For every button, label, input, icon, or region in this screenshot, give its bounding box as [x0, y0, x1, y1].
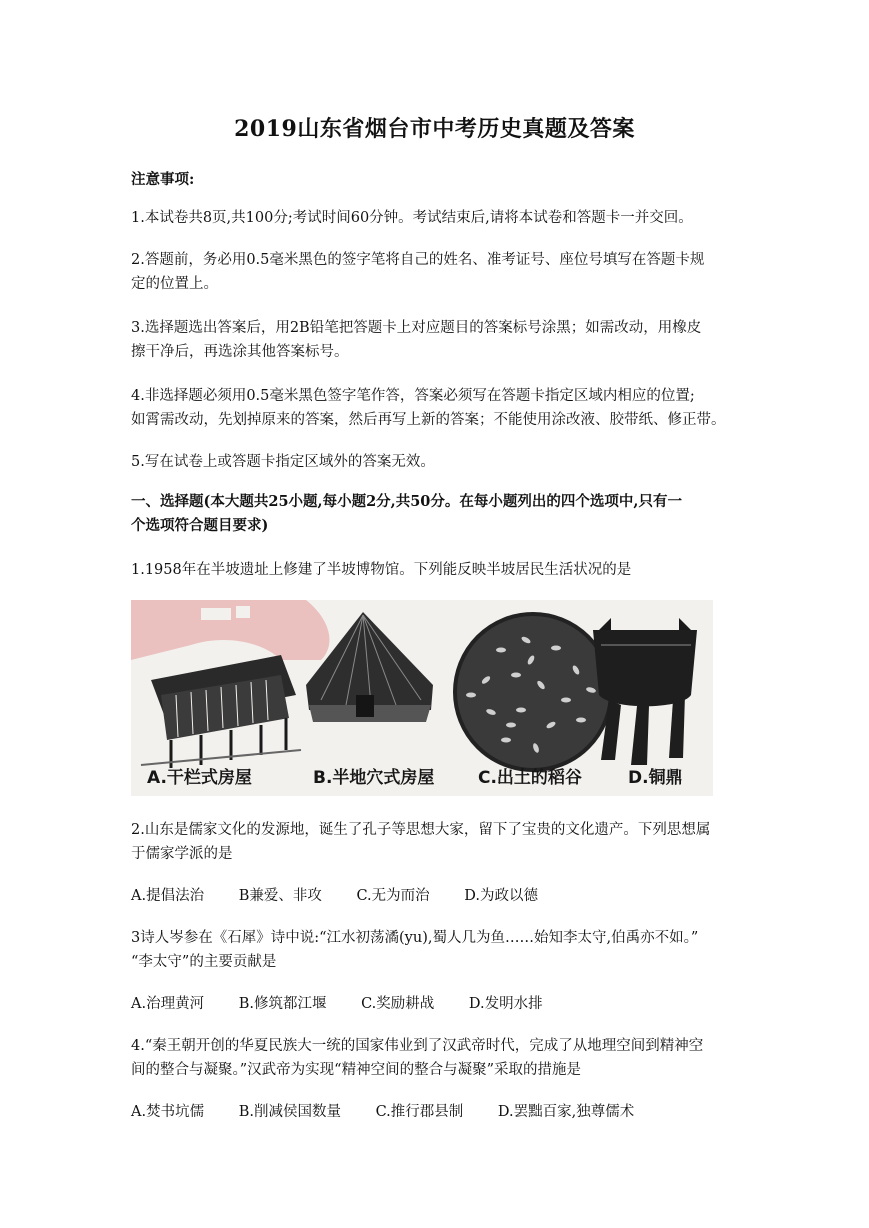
q2-option-b: B兼爱、非攻 — [238, 888, 322, 904]
section-heading-line-2: 个选项符合题目要求) — [131, 517, 269, 534]
q3-stem-line-1: 3诗人岑参在《石犀》诗中说:“江水初荡潏(yu),蜀人几为鱼……始知李太守,伯禹亦不如。” — [131, 930, 699, 946]
q1-caption-b: B.半地穴式房屋 — [313, 768, 435, 788]
notice-item-3-line-2: 擦干净后，再选涂其他答案标号。 — [131, 344, 349, 360]
q3-options — [131, 994, 741, 1014]
q2-option-a: A.提倡法治 — [131, 888, 205, 904]
q3-option-a: A.治理黄河 — [131, 996, 205, 1012]
section-heading-line-1: 一、选择题(本大题共25小题,每小题2分,共50分。在每小题列出的四个选项中,只有一 — [131, 493, 682, 510]
notice-item-2-line-1: 2.答题前，务必用0.5毫米黑色的签字笔将自己的姓名、准考证号、座位号填写在答题卡规 — [131, 252, 705, 268]
q1-stem: 1.1958年在半坡遗址上修建了半坡博物馆。下列能反映半坡居民生活状况的是 — [131, 562, 632, 578]
notice-item-4-line-1: 4.非选择题必须用0.5毫米黑色签字笔作答，答案必须写在答题卡指定区域内相应的位置; — [131, 388, 695, 404]
q2-option-c: C.无为而治 — [356, 888, 430, 904]
notice-item-4-line-2: 如霄需改动，先划掉原来的答案，然后再写上新的答案；不能使用涂改液、胶带纸、修正带。 — [131, 412, 726, 428]
q4-stem-line-1: 4.“秦王朝开创的华夏民族大一统的国家伟业到了汉武帝时代，完成了从地理空间到精神空 — [131, 1038, 704, 1054]
q2-options — [131, 886, 741, 906]
notice-item-5: 5.写在试卷上或答题卡指定区域外的答案无效。 — [131, 454, 435, 470]
q4-option-a: A.焚书坑儒 — [131, 1104, 205, 1120]
notice-item-3-line-1: 3.选择题选出答案后，用2B铅笔把答题卡上对应题目的答案标号涂黑；如需改动，用橡皮 — [131, 320, 702, 336]
q3-option-c: C.奖励耕战 — [361, 996, 435, 1012]
notice-heading: 注意事项: — [131, 171, 195, 188]
q4-stem-line-2: 间的整合与凝聚。”汉武帝为实现“精神空间的整合与凝聚”采取的措施是 — [131, 1062, 581, 1078]
q2-option-d: D.为政以德 — [464, 888, 538, 904]
q4-option-b: B.削减侯国数量 — [238, 1104, 341, 1120]
page-title: 2019山东省烟台市中考历史真题及答案 — [234, 116, 635, 142]
q2-stem-line-2: 于儒家学派的是 — [131, 846, 233, 862]
stilt-house-image — [141, 655, 301, 768]
rice-grains-image — [455, 614, 611, 770]
q1-caption-d: D.铜鼎 — [628, 768, 683, 788]
notice-item-2-line-2: 定的位置上。 — [131, 276, 218, 292]
q2-stem-line-1: 2.山东是儒家文化的发源地，诞生了孔子等思想大家，留下了宝贵的文化遗产。下列思想属 — [131, 822, 711, 838]
q4-options — [131, 1102, 741, 1122]
notice-item-1: 1.本试卷共8页,共100分;考试时间60分钟。考试结束后,请将本试卷和答题卡一并交回。 — [131, 210, 693, 226]
bronze-ding-image — [593, 618, 697, 765]
q4-option-d: D.罢黜百家,独尊儒术 — [497, 1104, 635, 1120]
q3-option-b: B.修筑都江堰 — [238, 996, 327, 1012]
q1-caption-c: C.出土的稻谷 — [478, 768, 582, 788]
q3-option-d: D.发明水排 — [468, 996, 543, 1012]
q1-caption-a: A.干栏式房屋 — [147, 768, 252, 788]
q4-option-c: C.推行郡县制 — [375, 1104, 464, 1120]
q3-stem-line-2: “李太守”的主要贡献是 — [131, 954, 277, 970]
